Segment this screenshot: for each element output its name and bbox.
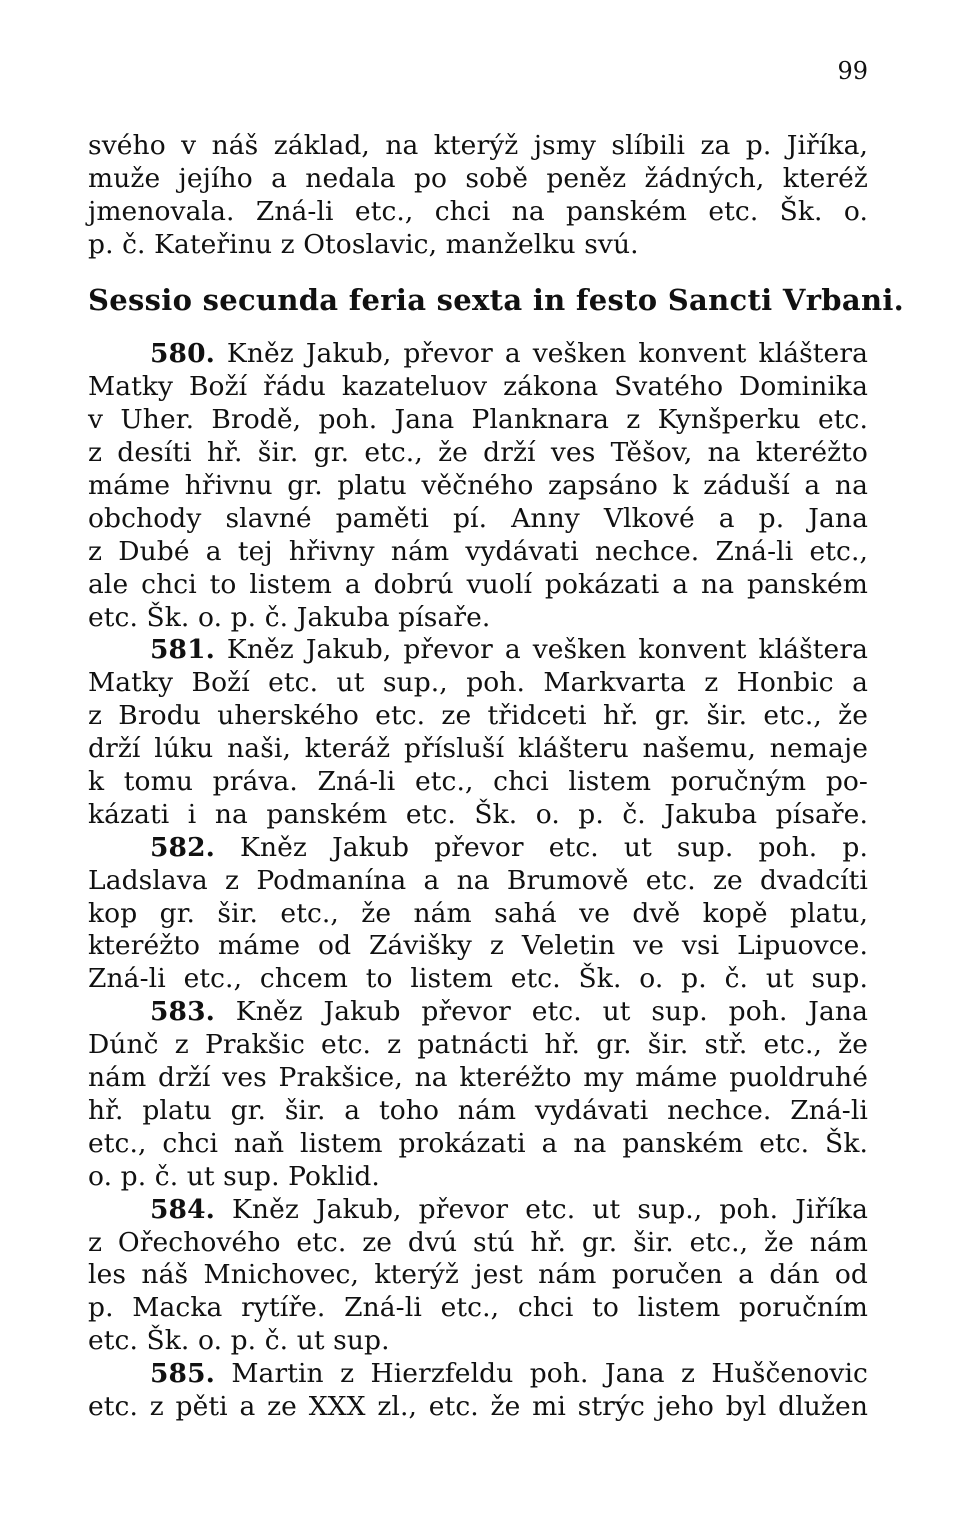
line-text: p. Macka rytíře. Zná-li etc., chci to listem poručním [88,1292,868,1324]
line-text: etc., chci naň listem prokázati a na panském etc. Šk. [88,1127,868,1159]
text-line [88,898,868,931]
entry-number: 583. [150,996,215,1028]
book-page [88,56,905,1476]
line-text: hř. platu gr. šir. a toho nám vydávati nechce. Zná-li [88,1094,868,1126]
text-line [88,865,868,898]
text-line [88,1292,868,1325]
line-text: v Uher. Brodě, poh. Jana Planknara z Kynšperku etc. [88,404,868,436]
text-line [88,963,868,996]
text-line [88,667,868,700]
text-line [88,1029,868,1062]
line-text: Martin z Hierzfeldu poh. Jana z Huščenovic [214,1358,868,1390]
line-text: kop gr. šir. etc., že nám sahá ve dvě kopě platu, [88,897,868,929]
line-text: kázati i na panském etc. Šk. o. p. č. Jakuba písaře. [88,798,868,830]
entry-first-line [88,1358,868,1391]
text-line [88,700,868,733]
text-line [88,1325,868,1358]
line-text: máme hřivnu gr. platu věčného zapsáno k záduší a na [88,470,868,502]
text-body [88,130,905,1424]
line-text: z Brodu uherského etc. ze třidceti hř. gr. šir. etc., že [88,700,868,732]
entry-number: 584. [150,1193,215,1225]
line-text: Kněz Jakub převor etc. ut sup. poh. Jana [214,996,868,1028]
text-line [88,371,868,404]
text-line [88,733,868,766]
line-text: Matky Boží řádu kazateluov zákona Svatého Dominika [88,371,868,403]
line-text: Kněz Jakub převor etc. ut sup. poh. p. [214,831,868,863]
line-text: z Dubé a tej hřivny nám vydávati nechce. Zná-li etc., [88,535,868,567]
entry-number: 582. [150,831,215,863]
line-text: k tomu práva. Zná-li etc., chci listem poručným po- [88,766,868,798]
text-line [88,799,868,832]
entry-first-line [88,634,868,667]
text-line [88,470,868,503]
entry-first-line [88,1194,868,1227]
entry-first-line [88,996,868,1029]
text-line [88,503,868,536]
text-line [88,536,868,569]
text-line [88,229,868,262]
line-text: Kněz Jakub, převor a vešken konvent kláštera [214,634,868,666]
line-text: o. p. č. ut sup. Poklid. [88,1160,380,1192]
line-text: Dúnč z Prakšic etc. z patnácti hř. gr. šir. stř. etc., že [88,1029,868,1061]
entry-number: 585. [150,1358,215,1390]
line-text: nám drží ves Prakšice, na kteréžto my máme puoldruhé [88,1062,868,1094]
text-line [88,1161,868,1194]
text-line [88,569,868,602]
line-text: p. č. Kateřinu z Otoslavic, manželku svú. [88,228,639,260]
line-text: etc. Šk. o. p. č. Jakuba písaře. [88,601,491,633]
text-line [88,602,868,635]
text-line [88,930,868,963]
line-text: obchody slavné paměti pí. Anny Vlkové a p. Jana [88,502,868,534]
session-heading: Sessio secunda feria sexta in festo Sancti Vrbani. [88,282,905,317]
text-line [88,1391,868,1424]
line-text: etc. z pěti a ze XXX zl., etc. že mi strýc jeho byl dlužen [88,1390,868,1422]
text-line [88,130,868,163]
line-text: Kněz Jakub, převor a vešken konvent kláštera [214,338,868,370]
text-line [88,437,868,470]
line-text: svého v náš základ, na kterýž jsmy slíbili za p. Jiříka, [88,130,868,161]
line-text: ale chci to listem a dobrú vuolí pokázati a na panském [88,568,868,600]
entry-first-line [88,338,868,371]
line-text: drží lúku naši, kteráž přísluší klášteru našemu, nemaje [88,733,868,765]
line-text: muže jejího a nedala po sobě peněz žádných, kteréž [88,162,868,194]
entry-number: 581. [150,634,215,666]
entries [88,338,868,1423]
line-text: jmenovala. Zná-li etc., chci na panském etc. Šk. o. [88,195,868,227]
text-line [88,1062,868,1095]
line-text: etc. Šk. o. p. č. ut sup. [88,1325,390,1357]
line-text: Kněz Jakub, převor etc. ut sup., poh. Jiříka [214,1193,868,1225]
line-text: z Ořechového etc. ze dvú stú hř. gr. šir. etc., že nám [88,1226,868,1258]
text-line [88,1095,868,1128]
text-line [88,404,868,437]
line-text: Ladslava z Podmanína a na Brumově etc. ze dvadcíti [88,864,868,896]
entry-number: 580. [150,338,215,370]
page-number: 99 [837,57,868,85]
line-text: les náš Mnichovec, kterýž jest nám poručen a dán od [88,1259,868,1291]
line-text: Matky Boží etc. ut sup., poh. Markvarta z Honbic a [88,667,868,699]
text-line [88,766,868,799]
line-text: kteréžto máme od Závišky z Veletin ve vsi Lipuovce. [88,930,868,962]
text-line [88,1259,868,1292]
text-line [88,1128,868,1161]
entry-first-line [88,832,868,865]
text-line [88,163,868,196]
opening-paragraph [88,130,868,262]
line-text: Zná-li etc., chcem to listem etc. Šk. o. p. č. ut sup. [88,963,868,995]
text-line [88,196,868,229]
text-line [88,1227,868,1260]
line-text: z desíti hř. šir. gr. etc., že drží ves Těšov, na kteréžto [88,437,868,469]
